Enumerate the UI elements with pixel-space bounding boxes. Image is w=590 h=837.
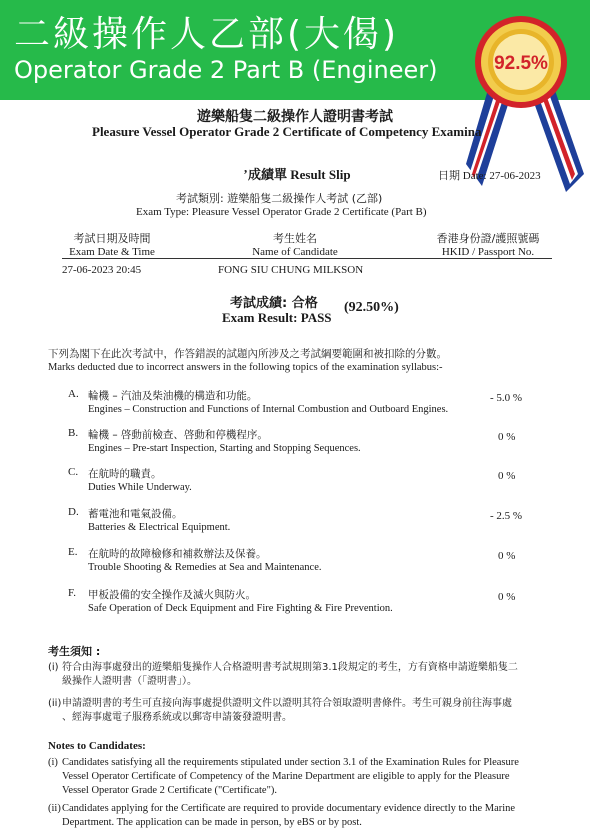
topic-en: Engines – Construction and Functions of Internal Combustion and Outboard Engines. (88, 404, 449, 415)
note-number: (ii) (48, 803, 61, 814)
slip-comma: , (244, 160, 248, 175)
note-zh-2-line: 申請證明書的考生可直接向海事處提供證明文件以證明其符合領取證明書條件。考生可親身前往海事處 (62, 698, 512, 709)
exam-type-value-zh: 遊樂船隻二級操作人考試 (乙部) (227, 192, 383, 205)
topic-en: Trouble Shooting & Remedies at Sea and Maintenance. (88, 562, 322, 573)
topic-zh: 在航時的職責。 (88, 468, 162, 480)
date-label: 日期 Date: (438, 170, 487, 182)
note-number: (i) (48, 662, 59, 673)
note-zh-2-line: 、經海事處電子服務系統或以郵寄申請簽發證明書。 (62, 712, 292, 723)
candidate-name: FONG SIU CHUNG MILKSON (218, 264, 364, 276)
column-datetime-zh: 考試日期及時間 (73, 232, 151, 245)
exam-result-percent: (92.50%) (344, 300, 399, 315)
note-zh-1 (62, 661, 562, 689)
column-id (424, 230, 552, 258)
candidate-datetime: 27-06-2023 20:45 (62, 264, 142, 276)
column-id-zh: 香港身份證/護照號碼 (436, 232, 540, 245)
topic-letter: B. (68, 427, 79, 439)
exam-type-zh (176, 190, 382, 206)
certificate-title-en: Pleasure Vessel Operator Grade 2 Certificate of Competency Examina (92, 124, 482, 139)
topic-deduction: - 2.5 % (490, 510, 523, 522)
topic-letter: C. (68, 466, 79, 478)
topic-deduction: 0 % (498, 591, 516, 603)
topic-en: Safe Operation of Deck Equipment and Fire Fighting & Fire Prevention. (88, 603, 393, 614)
certificate-title-zh: 遊樂船隻二級操作人證明書考試 (197, 109, 393, 125)
note-en-1-line: Vessel Operator Grade 2 Certificate ("Certificate"). (62, 785, 277, 796)
deduction-intro-zh: 下列為閣下在此次考試中，作答錯誤的試題內所涉及之考試綱要範圍和被扣除的分數。 (48, 348, 447, 360)
exam-result-en: Exam Result: PASS (222, 310, 332, 325)
topic-zh: 輪機 – 啓動前檢查、啓動和停機程序。 (88, 429, 268, 441)
medal-score-text: 92.5% (494, 53, 548, 74)
column-name-en: Name of Candidate (252, 246, 338, 258)
notes-title-en: Notes to Candidates: (48, 740, 146, 752)
column-name-zh: 考生姓名 (273, 232, 317, 245)
topic-en: Batteries & Electrical Equipment. (88, 522, 231, 533)
column-datetime (62, 230, 162, 258)
deduction-intro-en: Marks deducted due to incorrect answers in the following topics of the examination syllabus:- (48, 362, 443, 373)
date-value: 27-06-2023 (489, 170, 541, 182)
topic-zh: 在航時的故障檢修和補救辦法及保養。 (88, 548, 267, 560)
exam-type-value-en: Pleasure Vessel Operator Grade 2 Certificate (Part B) (191, 206, 427, 218)
note-en-1 (62, 756, 562, 798)
topic-letter: D. (68, 506, 79, 518)
column-name (230, 230, 360, 258)
topic-deduction: 0 % (498, 431, 516, 443)
result-slip-title: 成績單 Result Slip (248, 167, 351, 182)
note-en-1-line: Vessel Operator Certificate of Competency of the Marine Department are eligible to apply for the Pleasure (62, 771, 510, 782)
topic-en: Duties While Underway. (88, 482, 192, 493)
exam-type-en (136, 206, 427, 218)
note-en-2-line: Department. The application can be made in person, by eBS or by post. (62, 817, 362, 828)
topic-zh: 輪機 – 汽油及柴油機的構造和功能。 (88, 390, 258, 402)
note-en-2-line: Candidates applying for the Certificate are required to provide documentary evidence directly to the Marine (62, 803, 516, 814)
note-zh-2 (62, 697, 562, 725)
column-datetime-en: Exam Date & Time (69, 246, 155, 258)
note-zh-1-line: 符合由海事處發出的遊樂船隻操作人合格證明書考試規則第3.1段規定的考生，方有資格申請遊樂船隻二 (62, 662, 518, 673)
slip-date (438, 167, 541, 183)
topic-deduction: - 5.0 % (490, 392, 523, 404)
note-number: (i) (48, 757, 58, 768)
banner-title-zh: 二級操作人乙部(大偈) (14, 14, 400, 55)
note-en-1-line: Candidates satisfying all the requirements stipulated under section 3.1 of the Examination Rules for Pleasure (62, 757, 519, 768)
note-zh-1-line: 級操作人證明書（「證明書」）。 (62, 676, 197, 687)
topic-letter: F. (68, 587, 76, 599)
topic-en: Engines – Pre-start Inspection, Starting and Stopping Sequences. (88, 443, 361, 454)
note-en-2 (62, 802, 562, 830)
banner-title-en: Operator Grade 2 Part B (Engineer) (14, 56, 438, 84)
topic-letter: E. (68, 546, 78, 558)
topic-zh: 甲板設備的安全操作及滅火與防火。 (88, 589, 256, 601)
notes-title-zh: 考生須知 : (48, 645, 101, 658)
column-id-en: HKID / Passport No. (441, 246, 535, 258)
note-number: (ii) (48, 698, 62, 709)
header-divider (62, 258, 552, 259)
exam-type-label-en: Exam Type: (136, 206, 190, 218)
exam-result-zh: 考試成績: 合格 (230, 296, 318, 311)
topic-zh: 蓄電池和電氣設備。 (88, 508, 183, 520)
topic-deduction: 0 % (498, 550, 516, 562)
topic-deduction: 0 % (498, 470, 516, 482)
topic-letter: A. (68, 388, 79, 400)
exam-type-label-zh: 考試類別: (176, 192, 224, 205)
